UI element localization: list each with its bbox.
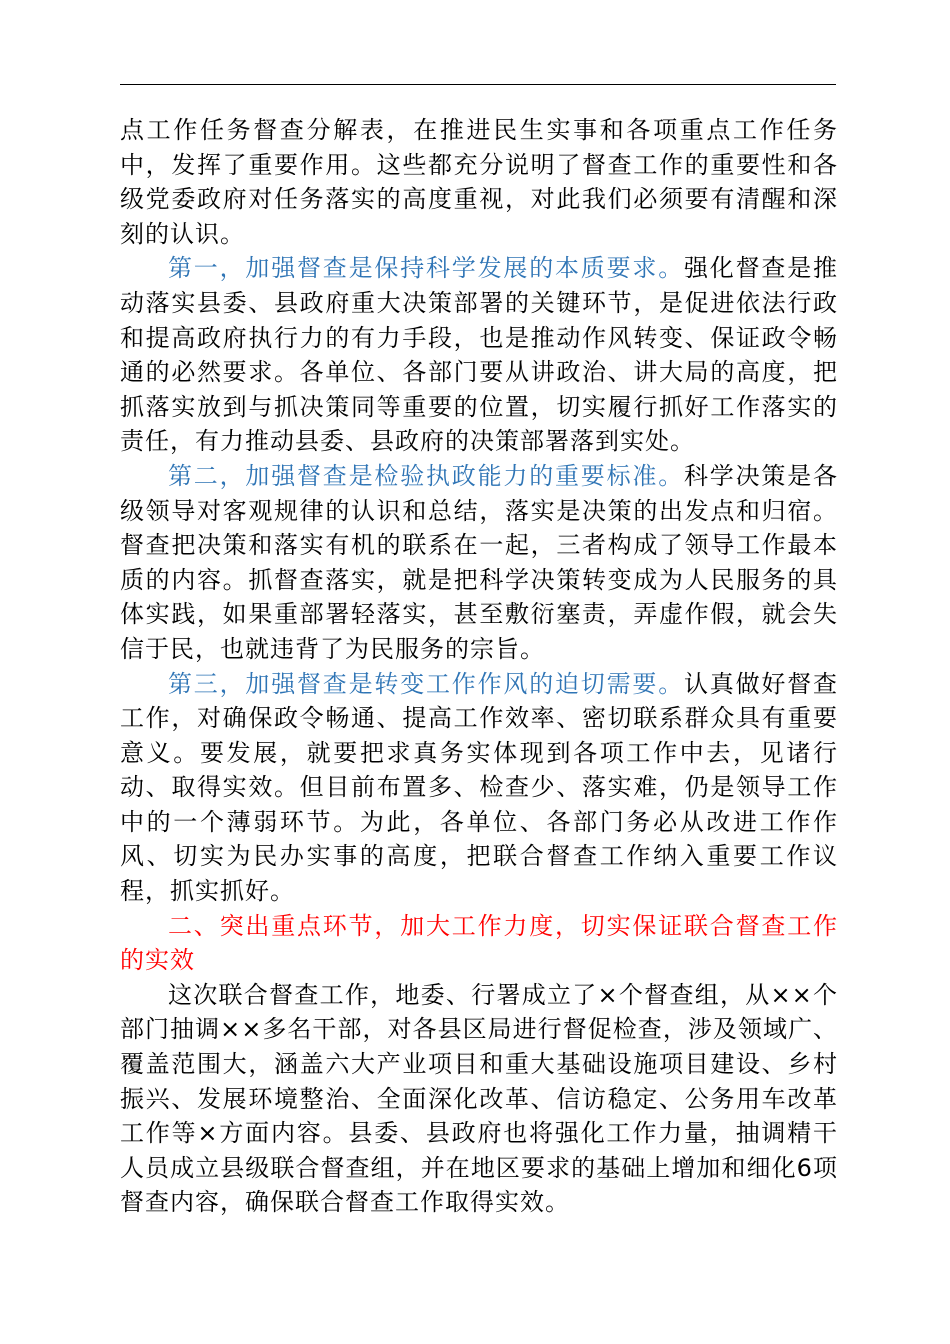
paragraph-first-point: [120, 251, 838, 459]
header-rule: [120, 84, 836, 85]
section-title: 二、突出重点环节，加大工作力度，切实保证联合督查工作的实效: [120, 911, 838, 975]
paragraph-third-point: [120, 667, 838, 909]
paragraph-second-point: [120, 459, 838, 667]
document-body: [120, 113, 838, 1220]
paragraph-text: 点工作任务督查分解表，在推进民生实事和各项重点工作任务中，发挥了重要作用。这些都充分说明了督查工作的重要性和各级党委政府对任务落实的高度重视，对此我们必须要有清醒和深刻的认识。: [120, 116, 838, 248]
paragraph-continuation: [120, 113, 838, 251]
paragraph-text: 认真做好督查工作，对确保政令畅通、提高工作效率、密切联系群众具有重要意义。要发展，就要把求真务实体现到各项工作中去，见诸行动、取得实效。但目前布置多、检查少、落实难，仍是领导工作中的一个薄弱环节。为此，各单位、各部门务必从改进工作作风、切实为民办实事的高度，把联合督查工作纳入重要工作议程，抓实抓好。: [120, 669, 838, 906]
point-heading: 第三，加强督查是转变工作作风的迫切需要。: [168, 669, 684, 698]
point-heading: 第一，加强督查是保持科学发展的本质要求。: [168, 254, 684, 283]
paragraph-text: 强化督查是推动落实县委、县政府重大决策部署的关键环节，是促进依法行政和提高政府执行力的有力手段，也是推动作风转变、保证政令畅通的必然要求。各单位、各部门要从讲政治、讲大局的高度，把抓落实放到与抓决策同等重要的位置，切实履行抓好工作落实的责任，有力推动县委、县政府的决策部署落到实处。: [120, 254, 838, 456]
paragraph-text: 科学决策是各级领导对客观规律的认识和总结，落实是决策的出发点和归宿。督查把决策和落实有机的联系在一起，三者构成了领导工作最本质的内容。抓督查落实，就是把科学决策转变成为人民服务的具体实践，如果重部署轻落实，甚至敷衍塞责，弄虚作假，就会失信于民，也就违背了为民服务的宗旨。: [120, 461, 838, 663]
point-heading: 第二，加强督查是检验执政能力的重要标准。: [168, 461, 684, 490]
paragraph-joint-inspection: [120, 978, 838, 1220]
paragraph-text: 这次联合督查工作，地委、行署成立了×个督查组，从××个部门抽调××多名干部，对各县区局进行督促检查，涉及领域广、覆盖范围大，涵盖六大产业项目和重大基础设施项目建设、乡村振兴、发展环境整治、全面深化改革、信访稳定、公务用车改革工作等×方面内容。县委、县政府也将强化工作力量，抽调精干人员成立县级联合督查组，并在地区要求的基础上增加和细化6项督查内容，确保联合督查工作取得实效。: [120, 980, 838, 1217]
